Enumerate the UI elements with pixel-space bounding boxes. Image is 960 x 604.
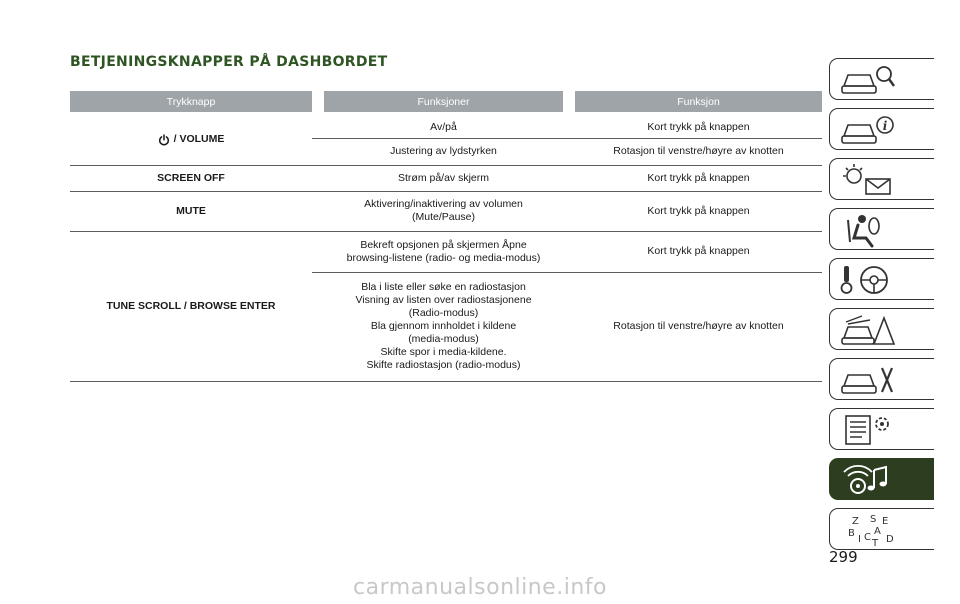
watermark-text: carmanualsonline.info bbox=[353, 575, 607, 600]
action-onoff: Kort trykk på knappen bbox=[575, 118, 822, 138]
column-header-functions: Funksjoner bbox=[324, 91, 563, 112]
car-accident-icon bbox=[840, 312, 896, 348]
table-row bbox=[70, 165, 822, 191]
table-row bbox=[70, 118, 822, 138]
key-steering-wheel-icon bbox=[840, 262, 896, 298]
tab-car-tools[interactable] bbox=[829, 358, 934, 400]
button-mute: MUTE bbox=[70, 191, 312, 231]
function-confirm: Bekreft opsjonen på skjermen Åpne browsing-listene (radio- og media-modus) bbox=[324, 231, 563, 272]
car-info-icon bbox=[840, 112, 896, 148]
airbag-seat-icon bbox=[840, 212, 896, 248]
warning-lights-icon bbox=[840, 162, 896, 198]
page-title: BETJENINGSKNAPPER PÅ DASHBORDET bbox=[70, 54, 388, 70]
action-confirm: Kort trykk på knappen bbox=[575, 231, 822, 272]
tab-alphabet-index[interactable] bbox=[829, 508, 934, 550]
tab-multimedia[interactable] bbox=[829, 458, 934, 500]
column-header-button: Trykknapp bbox=[70, 91, 312, 112]
column-header-function: Funksjon bbox=[575, 91, 822, 112]
multimedia-icon bbox=[840, 462, 896, 498]
tab-warning-lights[interactable] bbox=[829, 158, 934, 200]
svg-text:I: I bbox=[858, 534, 861, 545]
svg-text:S: S bbox=[870, 514, 877, 525]
svg-text:C: C bbox=[864, 532, 871, 543]
table-header-row bbox=[70, 91, 822, 112]
svg-text:T: T bbox=[872, 538, 879, 548]
volume-label: / VOLUME bbox=[173, 133, 225, 145]
action-volume: Rotasjon til venstre/høyre av knotten bbox=[575, 138, 822, 165]
car-tools-icon bbox=[840, 362, 896, 398]
power-icon bbox=[158, 134, 170, 146]
tab-car-info[interactable] bbox=[829, 108, 934, 150]
svg-text:D: D bbox=[886, 534, 894, 545]
button-tune-scroll: TUNE SCROLL / BROWSE ENTER bbox=[70, 231, 312, 381]
action-mute: Kort trykk på knappen bbox=[575, 191, 822, 231]
power-volume-cell bbox=[70, 118, 312, 165]
dashboard-controls-table bbox=[70, 91, 822, 382]
svg-text:A: A bbox=[874, 526, 881, 537]
function-scroll: Bla i liste eller søke en radiostasjon Visning av listen over radiostasjonene (Radio-modus) Bla gjennom innholdet i kildene (media-modus) Skifte spor i media-kildene. Skifte radiostasjon (radio-modus) bbox=[324, 272, 563, 381]
tab-key-steering-wheel[interactable] bbox=[829, 258, 934, 300]
action-scroll: Rotasjon til venstre/høyre av knotten bbox=[575, 272, 822, 381]
svg-text:E: E bbox=[882, 516, 889, 527]
action-screen: Kort trykk på knappen bbox=[575, 165, 822, 191]
function-mute: Aktivering/inaktivering av volumen (Mute/Pause) bbox=[324, 191, 563, 231]
tab-airbag-seat[interactable] bbox=[829, 208, 934, 250]
document-settings-icon bbox=[840, 412, 896, 448]
table-row bbox=[70, 231, 822, 272]
function-onoff: Av/på bbox=[324, 118, 563, 138]
svg-text:i: i bbox=[882, 119, 888, 133]
tab-car-accident[interactable] bbox=[829, 308, 934, 350]
alphabet-index-icon bbox=[840, 512, 896, 548]
tab-document-settings[interactable] bbox=[829, 408, 934, 450]
tab-car-search[interactable] bbox=[829, 58, 934, 100]
function-screen: Strøm på/av skjerm bbox=[324, 165, 563, 191]
function-volume: Justering av lydstyrken bbox=[324, 138, 563, 165]
car-search-icon bbox=[840, 62, 896, 98]
button-screen-off: SCREEN OFF bbox=[70, 165, 312, 191]
table-row bbox=[70, 191, 822, 231]
svg-text:Z: Z bbox=[852, 516, 859, 527]
svg-text:B: B bbox=[848, 528, 855, 539]
page-number: 299 bbox=[829, 548, 858, 566]
